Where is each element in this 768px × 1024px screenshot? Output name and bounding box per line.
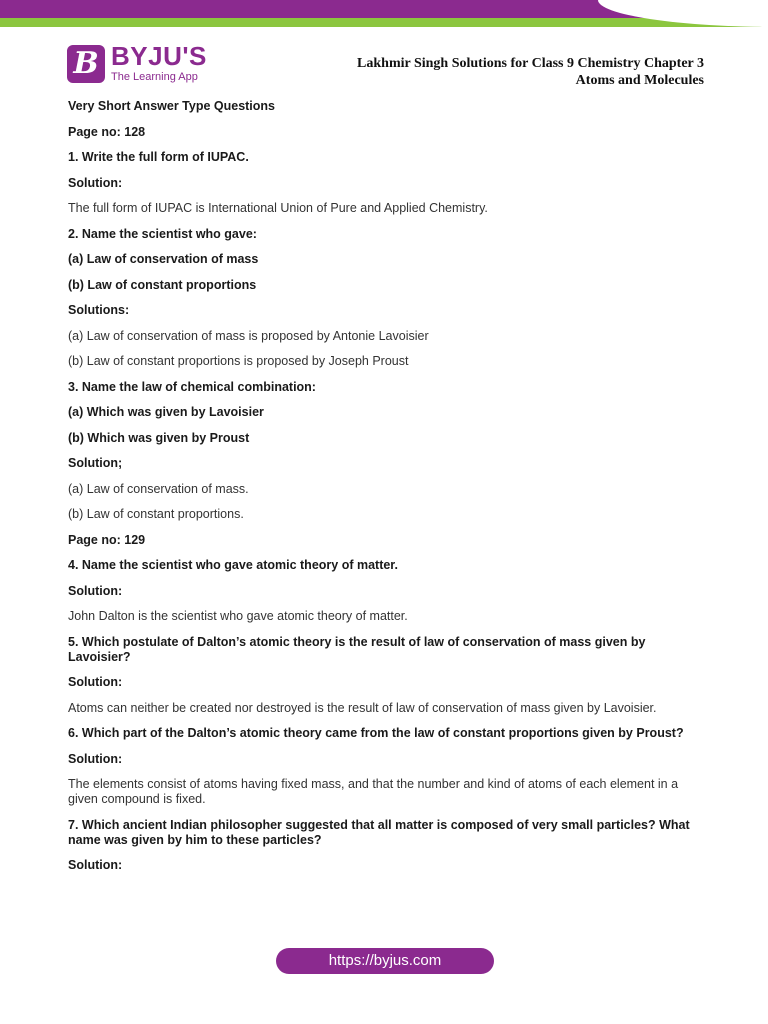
question-line: 3. Name the law of chemical combination: [68,379,316,394]
question-line: Very Short Answer Type Questions [68,99,276,113]
answer-line: John Dalton is the scientist who gave atomic theory of matter. [68,609,408,623]
answer-line: (a) Law of conservation of mass. [68,481,249,496]
top-decorative-band [0,0,768,28]
logo-tagline: The Learning App [111,71,198,83]
question-line: Solution: [68,583,123,598]
document-body [68,99,708,884]
page-title-line1: Lakhmir Singh Solutions for Class 9 Chemistry Chapter 3 [357,56,704,71]
question-line: (b) Law of constant proportions [68,277,257,292]
question-line: Solution: [68,175,123,190]
page-title-line2: Atoms and Molecules [575,73,704,88]
question-line: Solution; [68,456,123,470]
answer-line: Atoms can neither be created nor destroyed is the result of law of conservation of mass given by Lavoisier. [68,700,657,715]
question-line: (a) Law of conservation of mass [68,252,259,266]
question-line: Solutions: [68,303,130,317]
question-line: (b) Which was given by Proust [68,430,250,445]
answer-line: The full form of IUPAC is International Union of Pure and Applied Chemistry. [68,201,488,215]
footer-url-link[interactable]: https://byjus.com [276,948,494,974]
question-line: 2. Name the scientist who gave: [68,226,257,241]
logo-name: BYJU'S [111,41,207,71]
logo-mark-icon: B [67,45,105,83]
question-line: Solution: [68,751,123,766]
answer-line: (a) Law of conservation of mass is proposed by Antonie Lavoisier [68,328,429,343]
answer-line: (b) Law of constant proportions. [68,507,244,521]
question-line: (a) Which was given by Lavoisier [68,405,264,419]
page-title [357,55,704,89]
question-line: Page no: 129 [68,532,146,547]
question-line: 7. Which ancient Indian philosopher suggested that all matter is composed of very small particles? What name was given by him to these particles? [68,817,690,847]
answer-line: The elements consist of atoms having fixed mass, and that the number and kind of atoms of each element in a given compound is fixed. [68,777,679,806]
question-line: Solution: [68,858,123,872]
question-line: 6. Which part of the Dalton’s atomic theory came from the law of constant proportions given by Proust? [68,726,684,740]
question-line: 1. Write the full form of IUPAC. [68,150,249,164]
question-line: 5. Which postulate of Dalton’s atomic theory is the result of law of conservation of mass given by Lavoisier? [68,634,646,664]
question-line: 4. Name the scientist who gave atomic theory of matter. [68,558,398,572]
question-line: Solution: [68,675,123,689]
question-line: Page no: 128 [68,124,146,139]
answer-line: (b) Law of constant proportions is proposed by Joseph Proust [68,354,409,368]
